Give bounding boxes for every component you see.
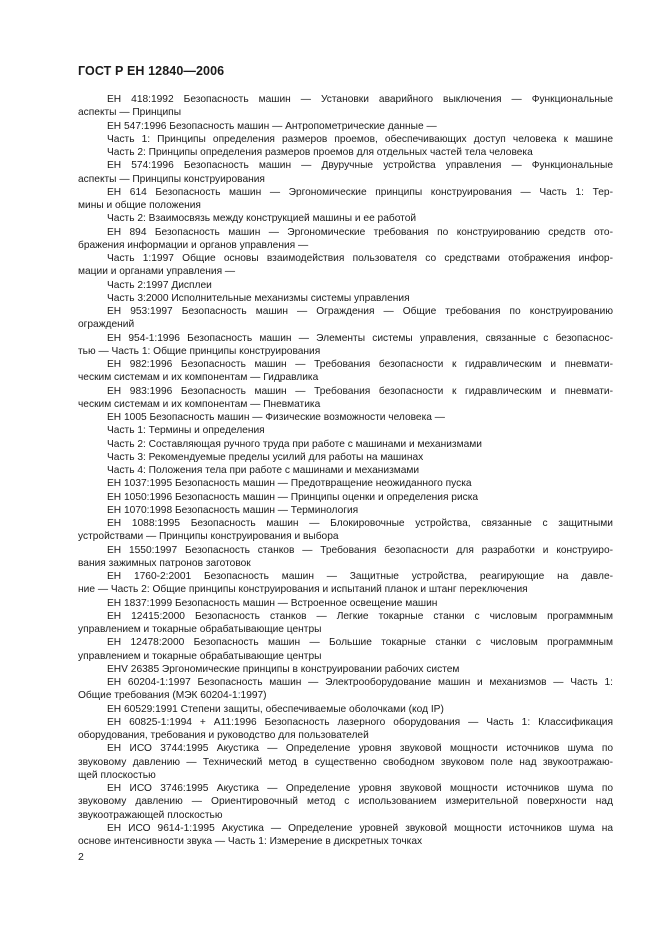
text-line: Общие требования (МЭК 60204-1:1997) <box>78 690 267 702</box>
text-line: вания зажимных патронов заготовок <box>78 557 251 569</box>
text-line: Часть 3:2000 Исполнительные механизмы системы управления <box>107 292 410 304</box>
text-line: ЕН 1760-2:2001 Безопасность машин — Защитные устройства, реагирующие на давле- <box>107 571 613 582</box>
text-line: Часть 1:1997 Общие основы взаимодействия пользователя со средствами отображения инфор- <box>107 253 613 264</box>
text-line: щей плоскостью <box>78 769 156 781</box>
text-line: звукоотражающей плоскостью <box>78 809 223 821</box>
text-line: ЕН 953:1997 Безопасность машин — Ограждения — Общие требования по конструированию <box>107 306 613 317</box>
text-line: ЕН 12415:2000 Безопасность станков — Легкие токарные станки с числовым программным <box>107 610 613 622</box>
text-line: ЕН 418:1992 Безопасность машин — Установки аварийного выключения — Функциональные <box>107 94 613 105</box>
text-line: ЕН 1037:1995 Безопасность машин — Предотвращение неожиданного пуска <box>107 478 472 490</box>
text-line: Часть 2: Принципы определения размеров проемов для отдельных частей тела человека <box>107 147 533 158</box>
text-line: ЕН 12478:2000 Безопасность машин — Большие токарные станки с числовым программным <box>107 637 613 649</box>
text-line: ЕН 547:1996 Безопасность машин — Антропометрические данные — <box>107 120 437 132</box>
text-line: бражения информации и органов управления — <box>78 239 309 251</box>
text-line: Часть 3: Рекомендуемые пределы усилий для работы на машинах <box>107 451 424 463</box>
text-line: ЕН 983:1996 Безопасность машин — Требования безопасности к гидравлическим и пневмати- <box>107 385 613 397</box>
text-line: ние — Часть 2: Общие принципы конструирования и испытаний планок и штанг переключения <box>78 584 528 596</box>
text-line: Часть 2:1997 Дисплеи <box>107 279 212 291</box>
text-line: ческим системам и их компонентам — Пневматика <box>78 398 321 410</box>
text-line: ЕН 1050:1996 Безопасность машин — Принципы оценки и определения риска <box>107 491 479 503</box>
text-line: ЕН ИСО 3744:1995 Акустика — Определение уровня звуковой мощности источников шума по <box>107 743 613 755</box>
text-line: ЕН 1550:1997 Безопасность станков — Требования безопасности для разработки и конструиро- <box>107 544 613 556</box>
text-line: ЕН 894 Безопасность машин — Эргономические требования по конструированию средств ото- <box>107 226 613 238</box>
text-line: оборудования, требования и руководство для пользователей <box>78 730 369 741</box>
text-line: звуковому давлению — Ориентировочный метод с использованием измерительной поверхности над <box>78 796 613 808</box>
text-line: основе интенсивности звука — Часть 1: Измерение в дискретных точках <box>78 836 423 847</box>
text-line: аспекты — Принципы <box>78 107 182 119</box>
text-line: мины и общие положения <box>78 200 201 211</box>
text-line: Часть 4: Положения тела при работе с машинами и механизмами <box>107 465 420 476</box>
text-line: звуковому давлению — Технический метод в существенно свободном звуковом поле над звукоотражаю- <box>78 756 613 768</box>
page-number: 2 <box>78 851 84 863</box>
text-line: ЕН 614 Безопасность машин — Эргономические принципы конструирования — Часть 1: Тер- <box>107 186 613 198</box>
text-line: Часть 1: Термины и определения <box>107 425 265 437</box>
text-line: ческим системам и их компонентам — Гидравлика <box>78 372 319 384</box>
reference-list <box>78 93 613 848</box>
text-line: ЕН ИСО 9614-1:1995 Акустика — Определение уровней звуковой мощности источников шума на <box>107 822 613 834</box>
text-line: ЕН 60204-1:1997 Безопасность машин — Электрооборудование машин и механизмов — Часть 1: <box>107 677 613 688</box>
text-line: ЕН 1070:1998 Безопасность машин — Терминология <box>107 504 359 516</box>
text-line: мации и органами управления — <box>78 266 236 278</box>
text-line: Часть 2: Взаимосвязь между конструкцией машины и ее работой <box>107 213 417 225</box>
text-line: управлением и токарные обрабатывающие центры <box>78 650 322 662</box>
document-header: ГОСТ Р ЕН 12840—2006 <box>78 64 225 78</box>
text-line: ЕН 574:1996 Безопасность машин — Двуручные устройства управления — Функциональные <box>107 160 613 172</box>
text-line: ЕН 60529:1991 Степени защиты, обеспечиваемые оболочками (код IP) <box>107 703 444 715</box>
text-line: ЕН 1088:1995 Безопасность машин — Блокировочные устройства, связанные с защитными <box>107 518 613 529</box>
text-line: аспекты — Принципы конструирования <box>78 173 265 185</box>
text-line: Часть 1: Принципы определения размеров проемов, обеспечивающих доступ человека к машине <box>107 133 613 145</box>
text-line: ЕН 1005 Безопасность машин — Физические возможности человека — <box>107 412 445 423</box>
text-line: ЕН 954-1:1996 Безопасность машин — Элементы системы управления, связанные с безопаснос- <box>107 332 613 344</box>
text-line: управлением и токарные обрабатывающие центры <box>78 624 322 635</box>
text-line: устройствами — Принципы конструирования и выбора <box>78 531 339 543</box>
text-line: Часть 2: Составляющая ручного труда при работе с машинами и механизмами <box>107 438 482 450</box>
text-line: ЕНV 26385 Эргономические принципы в конструировании рабочих систем <box>107 663 460 675</box>
text-line: ЕН 982:1996 Безопасность машин — Требования безопасности к гидравлическим и пневмати- <box>107 359 613 370</box>
text-line: ЕН ИСО 3746:1995 Акустика — Определение уровня звуковой мощности источников шума по <box>107 783 613 794</box>
text-line: тью — Часть 1: Общие принципы конструирования <box>78 345 321 357</box>
text-line: ограждений <box>78 319 135 331</box>
text-line: ЕН 60825-1:1994 + А11:1996 Безопасность лазерного оборудования — Часть 1: Классификация <box>107 716 613 728</box>
text-line: ЕН 1837:1999 Безопасность машин — Встроенное освещение машин <box>107 597 438 609</box>
